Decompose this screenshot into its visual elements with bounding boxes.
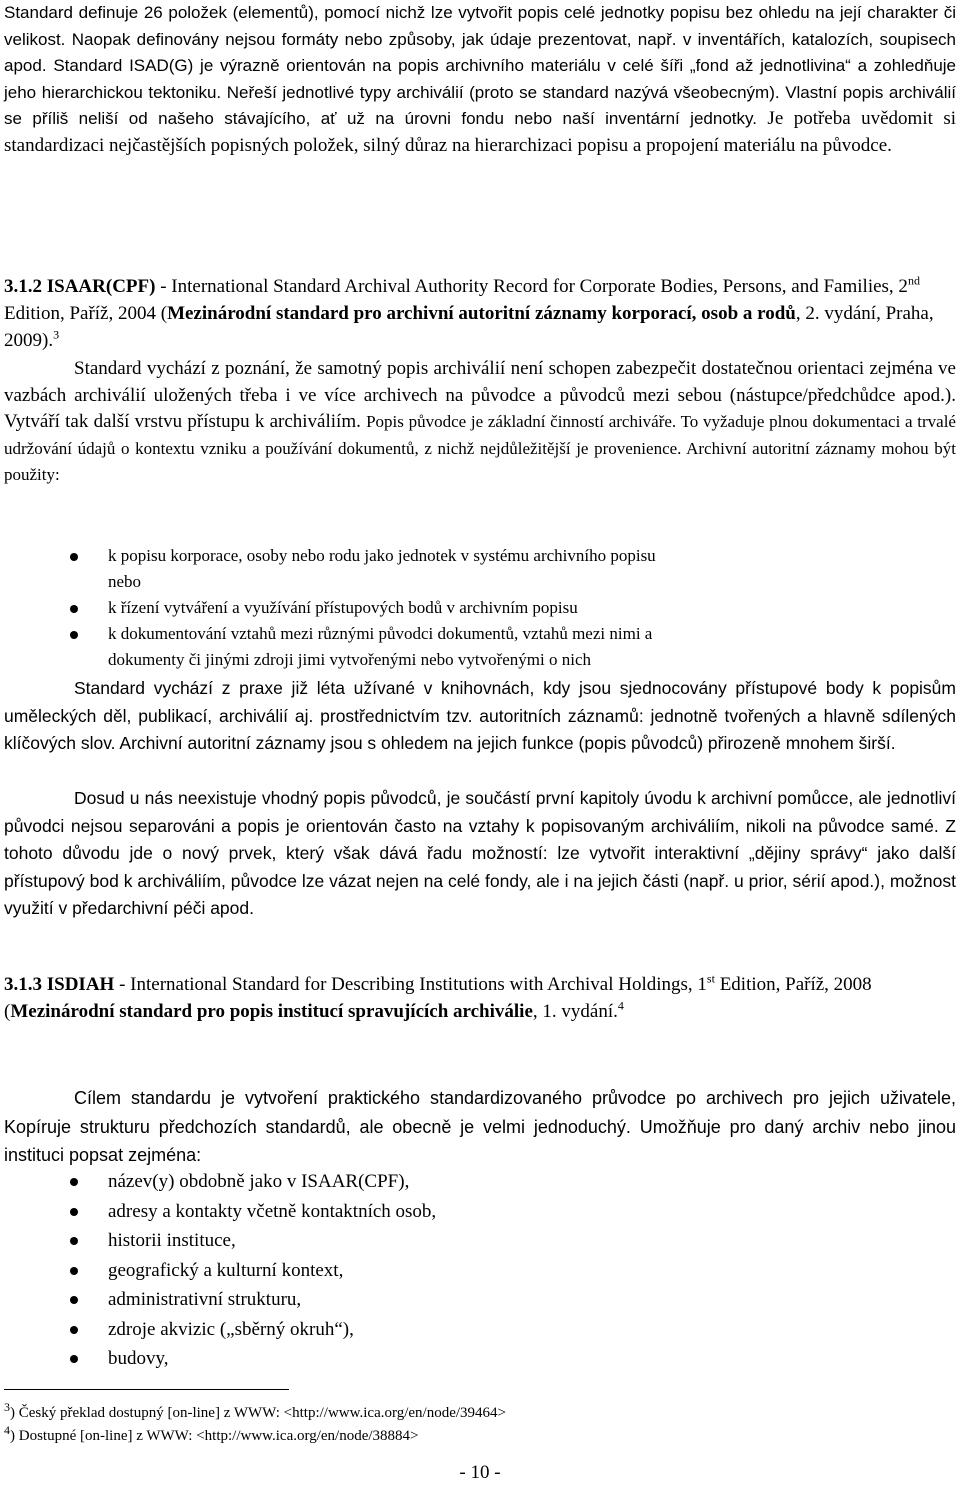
section-number: 3.1.2	[4, 276, 42, 297]
bullet-icon	[70, 631, 78, 639]
text-isad-standardization: Je potřeba uvědomit si standardizaci nejčastějších popisných položek, silný důraz na hierarchizaci popisu a propojení materiálu na původce.	[4, 108, 956, 156]
section-title-tail: , 2. vydání, Praha, 2009).	[4, 303, 934, 351]
section-title-tail: , 1. vydání.	[532, 1001, 618, 1022]
bullet-icon	[70, 1267, 78, 1275]
list-item-continuation: nebo	[108, 572, 142, 591]
list-item-text: k popisu korporace, osoby nebo rodu jako jednotek v systému archivního popisu	[108, 546, 656, 565]
list-authority-record-uses	[0, 543, 940, 673]
text-isad-intro: Standard definuje 26 položek (elementů), pomocí nichž lze vytvořit popis celé jednotky popisu bez ohledu na její charakter či velikost. Naopak definovány nejsou formáty nebo způsoby, jak údaje prezentovat, např. v inventářích, katalozích, soupisech apod.	[4, 3, 956, 75]
paragraph-isdiah-goal: Cílem standardu je vytvoření praktického standardizovaného průvodce po archivech pro jejich uživatele, Kopíruje strukturu předchozích standardů, ale obecně je velmi jednoduchý. Umožňuje pro daný archiv nebo jinou instituci popsat zejména:	[4, 1088, 956, 1165]
paragraph-library-practice: Standard vychází z praxe již léta užívané v knihovnách, kdy jsou sjednocovány přístupové body k popisům uměleckých děl, publikací, archiválií aj. prostřednictvím tzv. autoritních záznamů: jednotně tvořených a hlavně sdílených klíčových slov. Archivní autoritní záznamy jsou s ohledem na jejich funkce (popis původců) přirozeně mnohem širší.	[4, 678, 956, 753]
section-title-edition: Edition, Paříž, 2004 (	[4, 303, 168, 324]
list-item	[0, 1167, 940, 1197]
list-item-text: geografický a kulturní kontext,	[108, 1259, 344, 1281]
list-item-text: historii instituce,	[108, 1230, 236, 1251]
list-item-text: k řízení vytváření a využívání přístupových bodů v archivním popisu	[108, 598, 578, 617]
section-heading-isaar	[4, 273, 956, 354]
list-item	[0, 1315, 940, 1345]
bullet-icon	[70, 1355, 78, 1363]
bullet-icon	[70, 553, 78, 561]
list-item	[0, 543, 940, 595]
list-item	[0, 1197, 940, 1227]
list-item-text: k dokumentování vztahů mezi různými původci dokumentů, vztahů mezi nimi a	[108, 624, 653, 643]
text-isaar-purpose: Standard vychází z poznání, že samotný popis archiválií není schopen zabezpečit dostatečnou orientaci zejména ve vazbách archiválií uložených třeba i ve více archivech na původce a původců mezi sebou (nástupce/předchůdce apod.). Vytváří tak další vrstvu přístupu k archiváliím.	[4, 358, 956, 432]
section-heading-isdiah	[4, 971, 956, 1025]
footnote-number: 4	[4, 1423, 10, 1437]
bullet-icon	[70, 605, 78, 613]
text-isad-types: Neřeší jednotlivé typy archiválií (proto se standard nazývá všeobecným).	[226, 82, 780, 102]
list-item	[0, 1285, 940, 1315]
list-item-text: zdroje akvizic („sběrný okruh“),	[108, 1318, 354, 1340]
list-item-continuation: dokumenty či jinými zdroji jimi vytvořenými nebo vytvořenými o nich	[108, 650, 592, 669]
footnote-text: ) Dostupné [on-line] z WWW: <http://www.ica.org/en/node/38884>	[10, 1428, 419, 1444]
list-item-text: název(y) obdobně jako v ISAAR(CPF),	[108, 1171, 410, 1192]
footnote-3	[4, 1400, 506, 1422]
section-title-en: - International Standard for Describing Institutions with Archival Holdings, 1	[114, 974, 707, 995]
footnote-ref: 3	[53, 327, 60, 342]
section-title-czech: Mezinárodní standard pro archivní autoritní záznamy korporací, osob a rodů	[167, 303, 796, 324]
section-title-czech: Mezinárodní standard pro popis institucí spravujících archiválie	[10, 1001, 533, 1022]
bullet-icon	[70, 1237, 78, 1245]
bullet-icon	[70, 1326, 78, 1334]
list-item	[0, 621, 940, 673]
footnote-text: ) Český překlad dostupný [on-line] z WWW: <http://www.ica.org/en/node/39464>	[10, 1405, 506, 1421]
text-isaar-usage: Popis původce je základní činností archiváře. To vyžaduje plnou dokumentaci a trvalé udržování údajů o kontextu vzniku a používání dokumentů, z nichž nejdůležitější je provenience. Archivní autoritní záznamy mohou být použity:	[4, 412, 956, 484]
list-institution-elements	[0, 1167, 940, 1374]
list-item-text: administrativní strukturu,	[108, 1289, 302, 1310]
bullet-icon	[70, 1178, 78, 1186]
bullet-icon	[70, 1208, 78, 1216]
text-isad-description: Vlastní popis archiválií se příliš neliší od našeho stávajícího, ať už na úrovni fondu nebo naší inventární jednotky.	[4, 82, 957, 128]
edition-superscript: nd	[907, 273, 920, 288]
footnote-separator	[4, 1389, 289, 1390]
section-abbreviation: ISAAR(CPF)	[46, 276, 156, 297]
bullet-icon	[70, 1296, 78, 1304]
list-item	[0, 1256, 940, 1286]
paragraph-standard-intro	[4, 0, 956, 159]
list-item-text: adresy a kontakty včetně kontaktních osob,	[108, 1200, 437, 1222]
footnote-4	[4, 1423, 419, 1445]
section-title-en: - International Standard Archival Authority Record for Corporate Bodies, Persons, and Families, 2	[155, 276, 908, 297]
section-title-edition: Edition, Paříž, 2008 (	[4, 974, 872, 1022]
paragraph-creators-description: Dosud u nás neexistuje vhodný popis původců, je součástí první kapitoly úvodu k archivní pomůcce, ale jednotliví původci nejsou separováni a popis je orientován často na vztahy k popisovaným archiváliím, nikoli na původce samé. Z tohoto důvodu jde o nový prvek, který však dává řadu možností: lze vytvořit interaktivní „dějiny správy“ jako další přístupový bod k archiváliím, původce lze vázat nejen na celé fondy, ale i na jejich části (např. u prior, sérií apod.), možnost využití v předarchivní péči apod.	[4, 788, 956, 918]
page-number: - 10 -	[459, 1462, 501, 1483]
footnote-ref: 4	[617, 998, 624, 1013]
text-isad-orientation: Standard ISAD(G) je výrazně orientován na popis archivního materiálu v celé šíři „fond až jednotlivina“ a zohledňuje jeho hierarchickou tektoniku.	[4, 56, 957, 102]
edition-superscript: st	[706, 971, 715, 986]
section-number: 3.1.3	[4, 974, 42, 995]
list-item-text: budovy,	[108, 1348, 169, 1369]
list-item	[0, 595, 940, 621]
section-abbreviation: ISDIAH	[46, 974, 115, 995]
paragraph-isaar-purpose	[4, 356, 956, 489]
list-item	[0, 1344, 940, 1374]
list-item	[0, 1226, 940, 1256]
footnote-number: 3	[4, 1400, 10, 1414]
